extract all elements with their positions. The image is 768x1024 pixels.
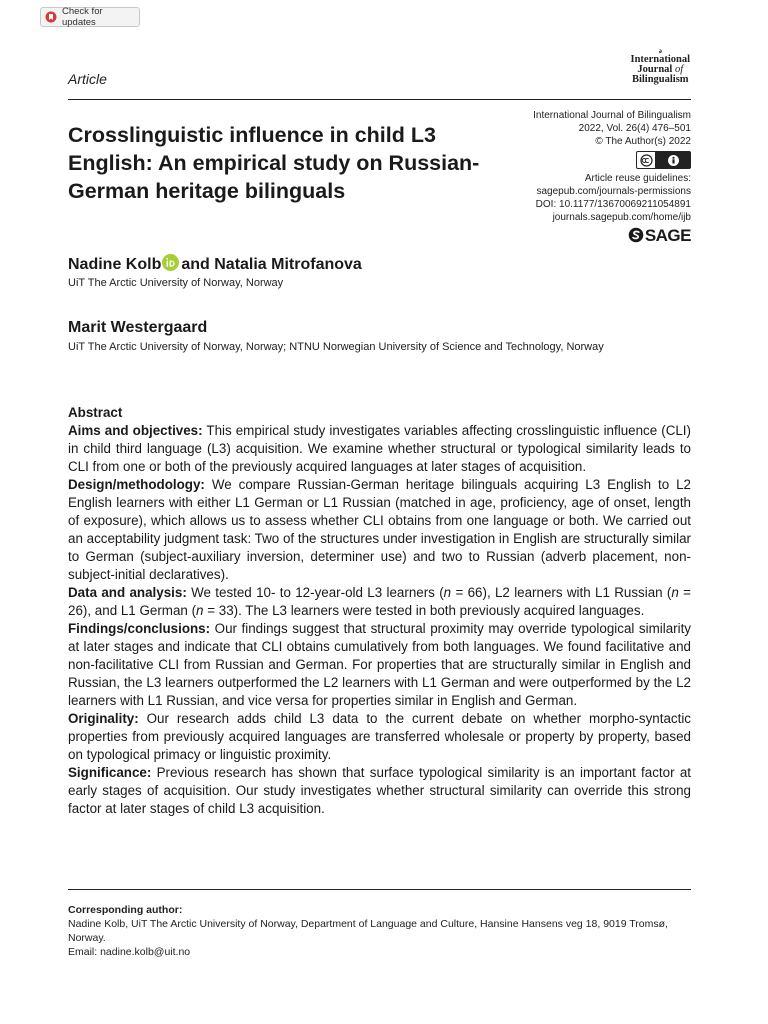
affiliation-1: UiT The Arctic University of Norway, Norway xyxy=(68,277,284,289)
design-label: Design/methodology: xyxy=(68,477,205,492)
abstract-data xyxy=(68,584,691,620)
top-divider xyxy=(68,99,691,100)
meta-volume: 2022, Vol. 26(4) 476–501 xyxy=(578,123,691,134)
abstract-aims xyxy=(68,422,691,476)
meta-reuse-label: Article reuse guidelines: xyxy=(584,173,691,184)
cc-license-icon xyxy=(636,151,691,169)
affiliation-3: UiT The Arctic University of Norway, Norway; NTNU Norwegian University of Science and Technology, Norway xyxy=(68,341,604,353)
article-title: Crosslinguistic influence in child L3 English: An empirical study on Russian-German heritage bilinguals xyxy=(68,123,480,203)
data-text-3: = 26), and L1 German ( xyxy=(68,585,691,618)
journal-logo-mark: ǝ xyxy=(658,47,662,55)
journal-logo-line-3: Bilingualism xyxy=(631,74,689,85)
originality-label: Originality: xyxy=(68,711,139,726)
data-label: Data and analysis: xyxy=(68,585,187,600)
author-marit-westergaard[interactable]: Marit Westergaard xyxy=(68,319,208,336)
aims-text: This empirical study investigates variables affecting crosslinguistic influence (CLI) in child third language (L3) acquisition. We examine whether structural or typological similarity leads to CLI from one or both of the previously acquired languages at later stages of acquisition. xyxy=(68,423,691,474)
data-text-2: = 66), L2 learners with L1 Russian ( xyxy=(451,585,672,600)
publication-meta xyxy=(533,109,691,247)
author-line-1 xyxy=(68,256,362,274)
author-joiner: and Natalia Mitrofanova xyxy=(181,256,362,273)
significance-label: Significance: xyxy=(68,765,152,780)
data-n-3: n xyxy=(196,603,204,618)
significance-text: Previous research has shown that surface typological similarity is an important factor at early stages of acquisition. Our study investigates whether structural similarity can override this strong factor at later stages of child L3 acquisition. xyxy=(68,765,691,816)
publisher-logo xyxy=(628,227,691,243)
findings-label: Findings/conclusions: xyxy=(68,621,211,636)
corresponding-address: Nadine Kolb, UiT The Arctic University of Norway, Department of Language and Culture, Hansine Hansens veg 18, 9019 Tromsø, Norway. xyxy=(68,918,668,944)
journal-logo-of: of xyxy=(674,64,684,75)
cc-by-icon xyxy=(655,152,690,168)
data-text-1: We tested 10- to 12-year-old L3 learners ( xyxy=(186,585,444,600)
abstract-section xyxy=(68,404,691,818)
abstract-heading: Abstract xyxy=(68,405,123,420)
data-n-1: n xyxy=(443,585,452,600)
design-text: We compare Russian-German heritage bilinguals acquiring L3 English to L2 English learners with either L1 German or L1 Russian (matched in age, proficiency, age of onset, length of exposure), which allows us to assess whether CLI obtains from one language or both. We carried out an acceptability judgment task: Two of the structures under investigation in English are structurally similar to German (subject-auxiliary inversion, determiner use) and two to Russian (adverb placement, non-subject-initial declaratives). xyxy=(68,477,691,582)
aims-label: Aims and objectives: xyxy=(68,423,203,438)
check-for-updates-button[interactable] xyxy=(40,7,140,27)
corresponding-label: Corresponding author: xyxy=(68,904,183,916)
findings-text: Our findings suggest that structural proximity may override typological similarity at later stages and indicate that CLI obtains cumulatively from both languages. We found facilitative and non-facilitative CLI from Russian and German. For properties that are structurally similar in English and Russian, the L3 learners outperformed the L2 learners with L1 German and were outperformed by the L2 learners with L1 Russian, and vice versa for properties similar in English and German. xyxy=(68,621,691,708)
abstract-findings xyxy=(68,620,691,710)
data-n-2: n xyxy=(671,585,679,600)
publisher-name: SAGE xyxy=(644,225,691,245)
orcid-icon[interactable] xyxy=(162,254,179,271)
journal-logo-line-1: International xyxy=(630,54,690,65)
footnote-divider xyxy=(68,889,691,890)
cc-icon xyxy=(637,152,655,168)
corresponding-email[interactable]: Email: nadine.kolb@uit.no xyxy=(68,946,191,958)
update-badge-icon xyxy=(45,11,57,23)
meta-copyright: © The Author(s) 2022 xyxy=(595,136,691,147)
sage-swirl-icon xyxy=(628,227,644,243)
data-text-4: = 33). The L3 learners were tested in both previously acquired languages. xyxy=(203,603,645,618)
journal-logo-journal: Journal xyxy=(637,64,675,75)
check-for-updates-label: Check for updates xyxy=(61,6,103,28)
abstract-significance xyxy=(68,764,691,818)
journal-logo xyxy=(630,48,690,85)
abstract-originality xyxy=(68,710,691,764)
meta-doi[interactable]: DOI: 10.1177/13670069211054891 xyxy=(535,199,691,210)
abstract-design xyxy=(68,476,691,584)
meta-reuse-link[interactable]: sagepub.com/journals-permissions xyxy=(536,186,691,197)
originality-text: Our research adds child L3 data to the current debate on whether morpho-syntactic properties from previously acquired languages are transferred wholesale or property by property, based on typological primacy or linguistic proximity. xyxy=(68,711,691,762)
corresponding-author xyxy=(68,903,691,959)
meta-journal-url[interactable]: journals.sagepub.com/home/ijb xyxy=(552,212,691,223)
meta-journal: International Journal of Bilingualism xyxy=(533,110,691,121)
article-type-label: Article xyxy=(68,71,107,87)
author-nadine-kolb[interactable]: Nadine Kolb xyxy=(68,256,162,273)
